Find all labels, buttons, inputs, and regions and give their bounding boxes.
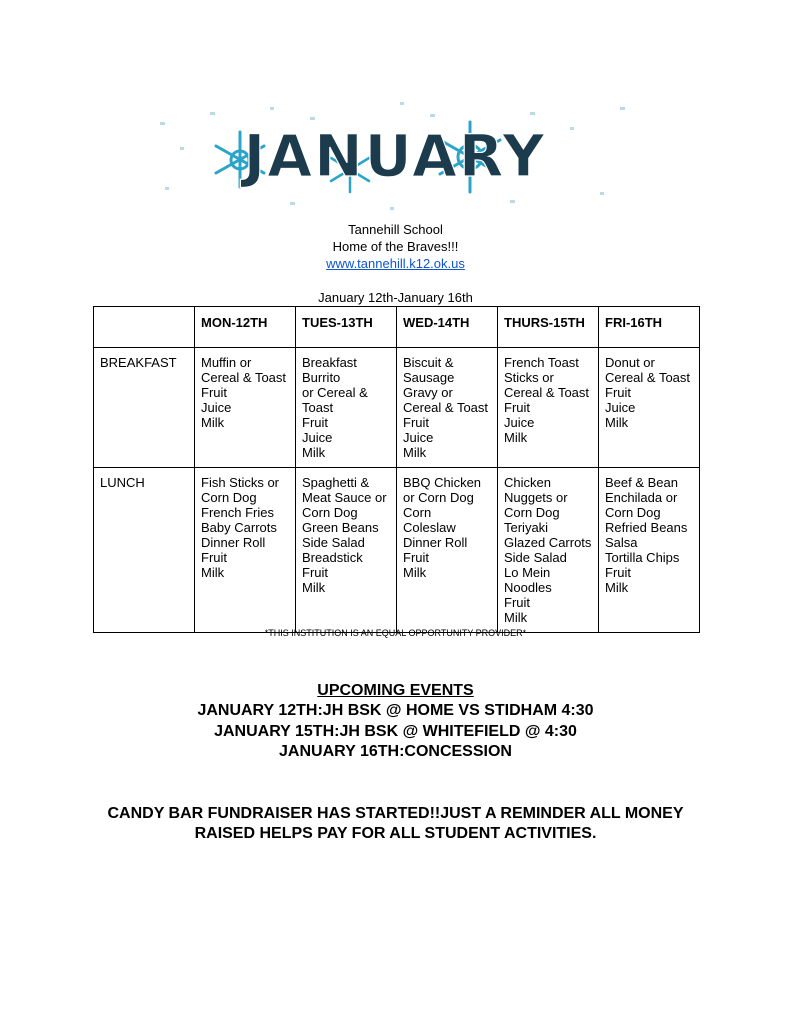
- menu-item: Muffin or: [201, 355, 252, 370]
- menu-item: Biscuit &: [403, 355, 454, 370]
- menu-item: Donut or: [605, 355, 655, 370]
- menu-item: French Fries: [201, 505, 274, 520]
- menu-item: Milk: [201, 415, 225, 430]
- menu-cell: [195, 468, 296, 633]
- menu-item: Milk: [302, 580, 326, 595]
- menu-item: Milk: [504, 430, 528, 445]
- menu-item: Milk: [302, 445, 326, 460]
- menu-item: or Corn Dog: [403, 490, 474, 505]
- website-link[interactable]: www.tannehill.k12.ok.us: [326, 256, 465, 271]
- menu-table: [93, 306, 700, 633]
- menu-item: Milk: [605, 415, 629, 430]
- menu-item: Cereal & Toast: [403, 400, 489, 415]
- menu-cell: [397, 348, 498, 468]
- breakfast-row: [94, 348, 700, 468]
- event-item: JANUARY 15TH:JH BSK @ WHITEFIELD @ 4:30: [214, 723, 577, 740]
- school-name: Tannehill School: [348, 222, 443, 237]
- menu-item: Corn Dog: [302, 505, 358, 520]
- menu-item: Fruit: [302, 565, 328, 580]
- menu-item: Milk: [403, 445, 427, 460]
- menu-item: Chicken: [504, 475, 551, 490]
- menu-item: Corn Dog: [605, 505, 661, 520]
- menu-date-range: January 12th-January 16th: [318, 290, 473, 305]
- menu-cell: [397, 468, 498, 633]
- row-label: BREAKFAST: [94, 348, 195, 468]
- menu-cell: [599, 348, 700, 468]
- menu-item: Fruit: [605, 565, 631, 580]
- menu-item: Tortilla Chips: [605, 550, 680, 565]
- menu-item: Dinner Roll: [201, 535, 266, 550]
- menu-header-row: [94, 307, 700, 348]
- menu-cell: [296, 468, 397, 633]
- menu-header-cell: TUES-13TH: [296, 307, 397, 348]
- menu-header-cell: THURS-15TH: [498, 307, 599, 348]
- menu-cell: [296, 348, 397, 468]
- menu-item: French Toast: [504, 355, 579, 370]
- event-item: JANUARY 16TH:CONCESSION: [279, 743, 512, 760]
- menu-item: Milk: [403, 565, 427, 580]
- menu-item: Refried Beans: [605, 520, 688, 535]
- menu-item: Breadstick: [302, 550, 363, 565]
- menu-item: Fruit: [403, 415, 429, 430]
- menu-header-cell: WED-14TH: [397, 307, 498, 348]
- menu-item: Enchilada or: [605, 490, 678, 505]
- menu-item: Cereal & Toast: [201, 370, 287, 385]
- menu-cell: [498, 468, 599, 633]
- menu-item: Baby Carrots: [201, 520, 277, 535]
- menu-item: Fruit: [201, 550, 227, 565]
- menu-item: Fruit: [201, 385, 227, 400]
- january-banner-image: [150, 92, 640, 217]
- menu-item: or Cereal &: [302, 385, 368, 400]
- menu-header-cell: FRI-16TH: [599, 307, 700, 348]
- menu-item: Noodles: [504, 580, 552, 595]
- menu-item: Spaghetti &: [302, 475, 370, 490]
- menu-item: Corn Dog: [504, 505, 560, 520]
- menu-cell: [498, 348, 599, 468]
- menu-item: Side Salad: [504, 550, 567, 565]
- menu-item: Burrito: [302, 370, 341, 385]
- menu-item: Dinner Roll: [403, 535, 468, 550]
- menu-item: Juice: [201, 400, 232, 415]
- menu-item: Cereal & Toast: [605, 370, 691, 385]
- lunch-row: [94, 468, 700, 633]
- menu-item: Milk: [504, 610, 528, 625]
- website-line: [0, 255, 791, 272]
- menu-item: Juice: [302, 430, 333, 445]
- menu-item: Fish Sticks or: [201, 475, 280, 490]
- menu-item: Toast: [302, 400, 334, 415]
- menu-item: Juice: [403, 430, 434, 445]
- menu-item: Fruit: [504, 400, 530, 415]
- menu-cell: [195, 348, 296, 468]
- menu-item: Fruit: [605, 385, 631, 400]
- school-tagline: Home of the Braves!!!: [332, 239, 459, 254]
- menu-item: Salsa: [605, 535, 638, 550]
- menu-item: BBQ Chicken: [403, 475, 482, 490]
- menu-item: Corn: [403, 505, 432, 520]
- fundraiser-text: RAISED HELPS PAY FOR ALL STUDENT ACTIVITIES.: [194, 825, 597, 842]
- event-item: JANUARY 12TH:JH BSK @ HOME VS STIDHAM 4:30: [197, 702, 594, 719]
- menu-item: Cereal & Toast: [504, 385, 590, 400]
- menu-item: Sticks or: [504, 370, 554, 385]
- menu-item: Side Salad: [302, 535, 365, 550]
- menu-item: Glazed Carrots: [504, 535, 592, 550]
- menu-item: Milk: [605, 580, 629, 595]
- menu-item: Coleslaw: [403, 520, 456, 535]
- equal-opportunity-notice: *THIS INSTITUTION IS AN EQUAL OPPORTUNITY PROVIDER*: [264, 628, 527, 638]
- menu-item: Lo Mein: [504, 565, 551, 580]
- menu-item: Fruit: [504, 595, 530, 610]
- menu-cell: [599, 468, 700, 633]
- row-label: LUNCH: [94, 468, 195, 633]
- menu-item: Fruit: [302, 415, 328, 430]
- menu-item: Juice: [504, 415, 535, 430]
- menu-header-cell: MON-12TH: [195, 307, 296, 348]
- menu-item: Nuggets or: [504, 490, 568, 505]
- menu-item: Juice: [605, 400, 636, 415]
- january-banner-text: JANUARY: [243, 122, 547, 190]
- menu-item: Sausage: [403, 370, 455, 385]
- events-title: UPCOMING EVENTS: [317, 682, 474, 699]
- menu-item: Teriyaki: [504, 520, 549, 535]
- menu-item: Milk: [201, 565, 225, 580]
- menu-item: Breakfast: [302, 355, 357, 370]
- menu-item: Corn Dog: [201, 490, 257, 505]
- menu-header-cell: [94, 307, 195, 348]
- menu-item: Fruit: [403, 550, 429, 565]
- menu-item: Meat Sauce or: [302, 490, 387, 505]
- menu-item: Green Beans: [302, 520, 379, 535]
- fundraiser-text: CANDY BAR FUNDRAISER HAS STARTED!!JUST A REMINDER ALL MONEY: [107, 805, 684, 822]
- menu-item: Beef & Bean: [605, 475, 678, 490]
- menu-item: Gravy or: [403, 385, 453, 400]
